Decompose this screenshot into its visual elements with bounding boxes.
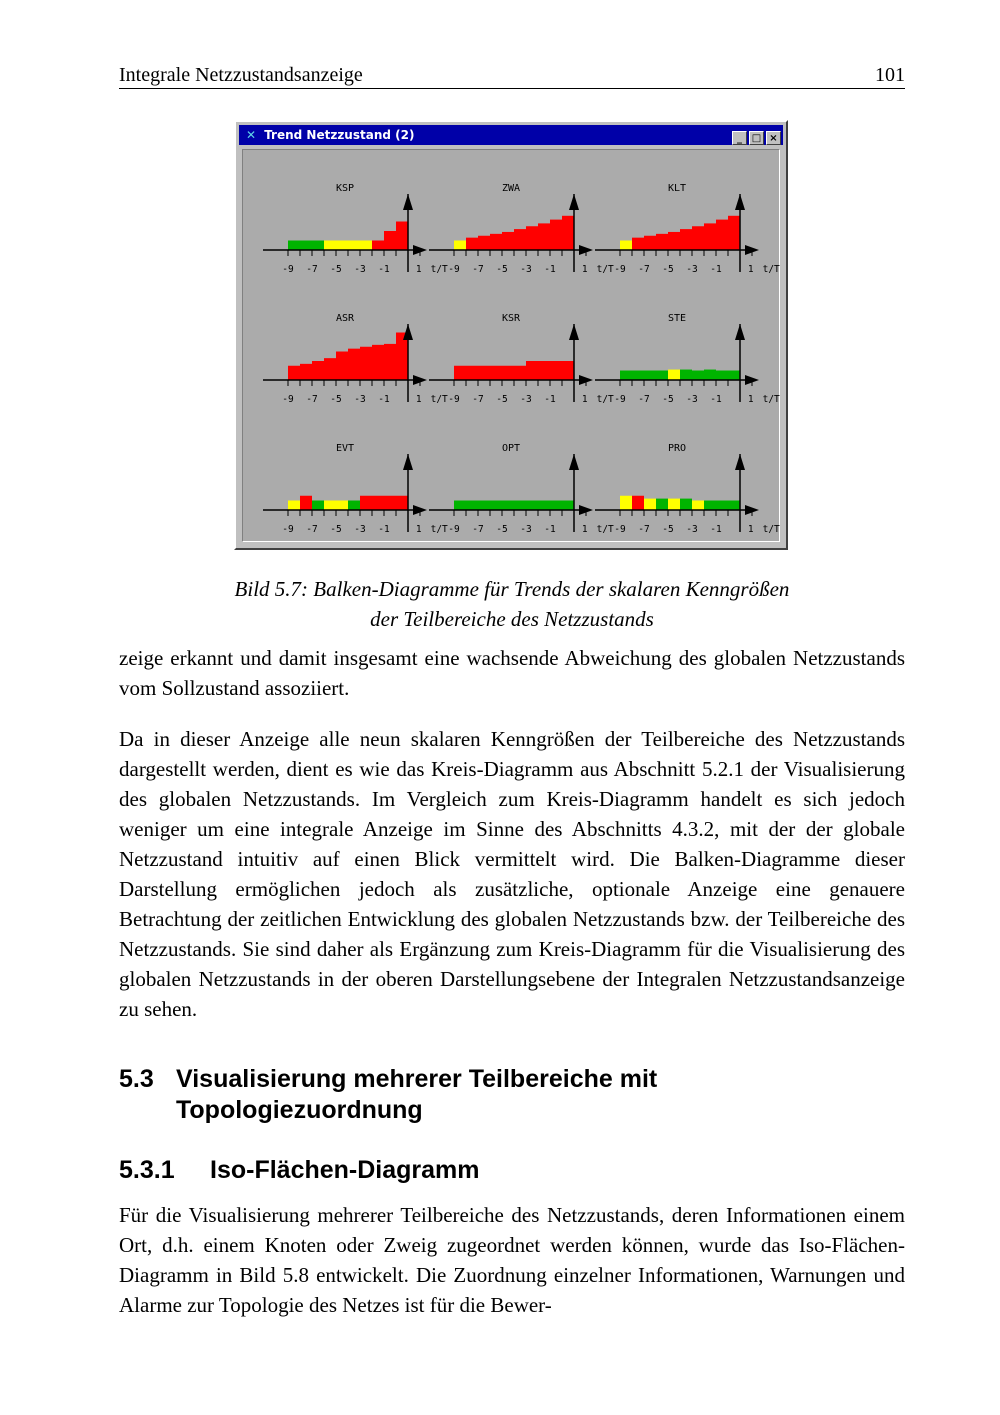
x-tick-label: -5 <box>662 394 674 405</box>
bar-ste-1 <box>632 371 644 381</box>
y-axis-arrow <box>569 454 579 470</box>
bar-klt-7 <box>704 223 716 250</box>
x-tick-label: -7 <box>306 524 318 535</box>
bar-evt-2 <box>312 501 324 511</box>
panel-title-zwa: ZWA <box>501 183 521 194</box>
figure-caption <box>119 574 905 634</box>
x-tick-label: -9 <box>614 264 626 275</box>
x-tick-label: t/T <box>762 394 780 405</box>
x-tick-label: -9 <box>614 394 626 405</box>
bar-zwa-6 <box>526 226 538 250</box>
panel-title-ksr: KSR <box>501 313 521 324</box>
window-titlebar[interactable] <box>239 125 783 145</box>
bar-opt-9 <box>562 501 574 511</box>
bar-klt-8 <box>716 220 728 250</box>
bar-klt-6 <box>692 226 704 250</box>
panel-title-ste: STE <box>667 313 687 324</box>
bar-ksp-5 <box>348 241 360 251</box>
x-tick-label: -7 <box>306 394 318 405</box>
bar-klt-0 <box>620 241 632 251</box>
bar-opt-6 <box>526 501 538 511</box>
bar-zwa-0 <box>454 241 466 251</box>
bar-ksr-5 <box>514 366 526 380</box>
bar-opt-2 <box>478 501 490 511</box>
bar-pro-7 <box>704 501 716 511</box>
bar-ste-5 <box>680 370 692 380</box>
x-tick-label: t/T <box>430 264 448 275</box>
x-tick-label: -7 <box>638 394 650 405</box>
x-tick-label: t/T <box>762 264 780 275</box>
x-tick-label: 1 <box>747 524 754 535</box>
bar-klt-2 <box>644 236 656 250</box>
x-tick-label: -1 <box>544 394 556 405</box>
bar-pro-6 <box>692 501 704 511</box>
x-tick-label: -3 <box>686 394 698 405</box>
x-tick-label: t/T <box>596 264 614 275</box>
bar-asr-4 <box>336 352 348 381</box>
x-tick-label: t/T <box>430 394 448 405</box>
paragraph-1: zeige erkannt und damit insgesamt eine wachsende Abweichung des globalen Netzzustands vom Sollzustand assoziiert. <box>119 646 905 700</box>
bar-evt-6 <box>360 496 372 510</box>
y-axis-arrow <box>735 454 745 470</box>
bar-ste-9 <box>728 371 740 381</box>
x-tick-label: -7 <box>638 524 650 535</box>
chart-area <box>242 149 780 542</box>
bar-ksp-6 <box>360 241 372 251</box>
bar-asr-5 <box>348 349 360 380</box>
x-tick-label: -9 <box>448 394 460 405</box>
paragraph-3: Für die Visualisierung mehrerer Teilbereiche des Netzzustands, deren Informationen einem Ort, d.h. einem Knoten oder Zweig zugeordnet werden können, wurde das Iso-Flächen-Diagramm in Bild 5.8 entwickelt. Die Zuordnung einzelner Informationen, Warnungen und Alarme zur Topologie des Netzes ist für die Bewer- <box>119 1203 905 1317</box>
bar-asr-2 <box>312 361 324 380</box>
bar-asr-8 <box>384 344 396 380</box>
maximize-button[interactable]: □ <box>749 131 764 145</box>
bar-ksp-2 <box>312 241 324 251</box>
x-tick-label: t/T <box>596 394 614 405</box>
x-tick-label: -5 <box>662 524 674 535</box>
bar-evt-9 <box>396 496 408 510</box>
bar-pro-2 <box>644 499 656 510</box>
bar-opt-1 <box>466 501 478 511</box>
x-tick-label: 1 <box>415 524 422 535</box>
x-tick-label: -9 <box>448 264 460 275</box>
bar-ste-6 <box>692 371 704 381</box>
x-tick-label: 1 <box>581 524 588 535</box>
bar-ksr-8 <box>550 361 562 380</box>
x-tick-label: -9 <box>282 264 294 275</box>
x-tick-label: 1 <box>747 394 754 405</box>
x-tick-label: -7 <box>472 394 484 405</box>
x-tick-label: t/T <box>762 524 780 535</box>
bar-evt-7 <box>372 496 384 510</box>
caption-line-1: Bild 5.7: Balken-Diagramme für Trends der skalaren Kenngrößen <box>234 577 790 601</box>
bar-charts <box>243 150 783 544</box>
x-tick-label: 1 <box>747 264 754 275</box>
x-tick-label: -9 <box>614 524 626 535</box>
bar-ksp-1 <box>300 241 312 251</box>
x-tick-label: -3 <box>354 524 366 535</box>
x-tick-label: -7 <box>472 524 484 535</box>
bar-klt-1 <box>632 238 644 250</box>
x-tick-label: 1 <box>415 264 422 275</box>
subsection-number: 5.3.1 <box>119 1156 175 1184</box>
minimize-button[interactable]: _ <box>732 131 747 145</box>
x-tick-label: -3 <box>354 394 366 405</box>
bar-klt-4 <box>668 232 680 250</box>
x-tick-label: -1 <box>544 264 556 275</box>
x-icon: ✕ <box>245 128 257 142</box>
bar-ste-2 <box>644 371 656 381</box>
x-tick-label: -5 <box>496 264 508 275</box>
bar-evt-0 <box>288 501 300 511</box>
bar-opt-4 <box>502 501 514 511</box>
caption-line-2: der Teilbereiche des Netzzustands <box>370 607 654 631</box>
x-tick-label: -3 <box>686 524 698 535</box>
x-tick-label: t/T <box>596 524 614 535</box>
bar-ksr-4 <box>502 366 514 380</box>
bar-pro-0 <box>620 496 632 510</box>
bar-ksr-1 <box>466 366 478 380</box>
x-tick-label: 1 <box>415 394 422 405</box>
bar-ste-7 <box>704 370 716 380</box>
bar-opt-7 <box>538 501 550 511</box>
x-tick-label: -3 <box>520 524 532 535</box>
window-title: Trend Netzzustand (2) <box>264 128 415 142</box>
x-tick-label: -5 <box>330 394 342 405</box>
bar-ksr-9 <box>562 361 574 380</box>
running-header <box>119 64 905 89</box>
bar-zwa-4 <box>502 232 514 250</box>
bar-klt-5 <box>680 229 692 250</box>
bar-ksp-3 <box>324 241 336 251</box>
x-tick-label: -7 <box>306 264 318 275</box>
bar-opt-3 <box>490 501 502 511</box>
panel-title-asr: ASR <box>335 313 355 324</box>
x-tick-label: -1 <box>710 524 722 535</box>
bar-klt-9 <box>728 216 740 250</box>
x-tick-label: -9 <box>448 524 460 535</box>
section-number: 5.3 <box>119 1065 154 1093</box>
bar-asr-1 <box>300 364 312 380</box>
y-axis-arrow <box>403 324 413 340</box>
bar-zwa-9 <box>562 216 574 250</box>
bar-asr-3 <box>324 358 336 380</box>
x-tick-label: -7 <box>638 264 650 275</box>
x-tick-label: -5 <box>330 264 342 275</box>
bar-zwa-7 <box>538 223 550 250</box>
header-title: Integrale Netzzustandsanzeige <box>119 64 363 86</box>
bar-ksr-6 <box>526 361 538 380</box>
bar-zwa-5 <box>514 229 526 250</box>
bar-ksr-7 <box>538 361 550 380</box>
panel-title-opt: OPT <box>501 443 521 454</box>
x-tick-label: -1 <box>378 524 390 535</box>
bar-ksp-4 <box>336 241 348 251</box>
x-tick-label: -3 <box>520 264 532 275</box>
x-tick-label: t/T <box>430 524 448 535</box>
bar-zwa-3 <box>490 234 502 250</box>
x-tick-label: -5 <box>662 264 674 275</box>
bar-zwa-1 <box>466 238 478 250</box>
bar-opt-8 <box>550 501 562 511</box>
x-tick-label: -3 <box>354 264 366 275</box>
panel-title-klt: KLT <box>667 183 687 194</box>
paragraph-2: Da in dieser Anzeige alle neun skalaren Kenngrößen der Teilbereiche des Netzzustands dargestellt werden, dient es wie das Kreis-Diagramm aus Abschnitt 5.2.1 der Visualisierung des globalen Netzzustands. Im Vergleich zum Kreis-Diagramm handelt es sich jedoch weniger um eine integrale Anzeige im Sinne des Abschnitts 4.3.2, mit der der globale Netzzustand intuitiv auf einen Blick vermittelt wird. Die Balken-Diagramme dieser Darstellung ermöglichen jedoch als zusätzliche, optionale Anzeige eine genauere Betrachtung der zeitlichen Entwicklung des globalen Netzzustands bzw. der Teilbereiche des Netzzustands. Sie sind daher als Ergänzung zum Kreis-Diagramm für die Visualisierung des globalen Netzzustands in der oberen Darstellungsebene der Integralen Netzzustandsanzeige zu sehen. <box>119 727 905 1021</box>
bar-opt-5 <box>514 501 526 511</box>
x-tick-label: -1 <box>378 264 390 275</box>
bar-ksp-8 <box>384 231 396 250</box>
bar-ste-3 <box>656 371 668 381</box>
bar-zwa-8 <box>550 220 562 250</box>
x-tick-label: -1 <box>378 394 390 405</box>
bar-pro-3 <box>656 499 668 510</box>
trend-window[interactable] <box>234 120 788 550</box>
bar-ksr-3 <box>490 366 502 380</box>
x-tick-label: 1 <box>581 394 588 405</box>
y-axis-arrow <box>569 194 579 210</box>
bar-zwa-2 <box>478 236 490 250</box>
y-axis-arrow <box>403 194 413 210</box>
close-button[interactable]: × <box>766 131 781 145</box>
x-tick-label: -1 <box>544 524 556 535</box>
y-axis-arrow <box>735 324 745 340</box>
bar-evt-3 <box>324 501 336 511</box>
bar-asr-7 <box>372 345 384 380</box>
y-axis-arrow <box>403 454 413 470</box>
x-tick-label: -5 <box>496 524 508 535</box>
panel-title-evt: EVT <box>335 443 355 454</box>
bar-opt-0 <box>454 501 466 511</box>
x-tick-label: 1 <box>581 264 588 275</box>
bar-evt-5 <box>348 501 360 511</box>
bar-ksp-0 <box>288 241 300 251</box>
x-tick-label: -1 <box>710 264 722 275</box>
bar-evt-8 <box>384 496 396 510</box>
panel-title-ksp: KSP <box>335 183 355 194</box>
bar-ste-0 <box>620 371 632 381</box>
bar-ksr-2 <box>478 366 490 380</box>
bar-ste-4 <box>668 370 680 380</box>
y-axis-arrow <box>735 194 745 210</box>
x-tick-label: -3 <box>520 394 532 405</box>
bar-klt-3 <box>656 234 668 250</box>
bar-asr-0 <box>288 366 300 380</box>
panel-title-pro: PRO <box>667 443 687 454</box>
x-tick-label: -1 <box>710 394 722 405</box>
x-tick-label: -5 <box>496 394 508 405</box>
bar-ste-8 <box>716 371 728 381</box>
x-tick-label: -9 <box>282 524 294 535</box>
x-tick-label: -5 <box>330 524 342 535</box>
x-tick-label: -3 <box>686 264 698 275</box>
x-tick-label: -9 <box>282 394 294 405</box>
bar-ksp-7 <box>372 241 384 251</box>
x-tick-label: -7 <box>472 264 484 275</box>
bar-ksp-9 <box>396 222 408 251</box>
bar-evt-4 <box>336 501 348 511</box>
bar-pro-1 <box>632 496 644 510</box>
bar-ksr-0 <box>454 366 466 380</box>
subsection-title: Iso-Flächen-Diagramm <box>210 1156 480 1184</box>
bar-asr-6 <box>360 347 372 380</box>
y-axis-arrow <box>569 324 579 340</box>
page-number: 101 <box>875 64 905 86</box>
bar-evt-1 <box>300 496 312 510</box>
bar-pro-5 <box>680 499 692 510</box>
bar-pro-8 <box>716 501 728 511</box>
bar-pro-9 <box>728 501 740 511</box>
bar-pro-4 <box>668 499 680 510</box>
section-title: Visualisierung mehrerer Teilbereiche mit Topologiezuordnung <box>176 1065 658 1124</box>
